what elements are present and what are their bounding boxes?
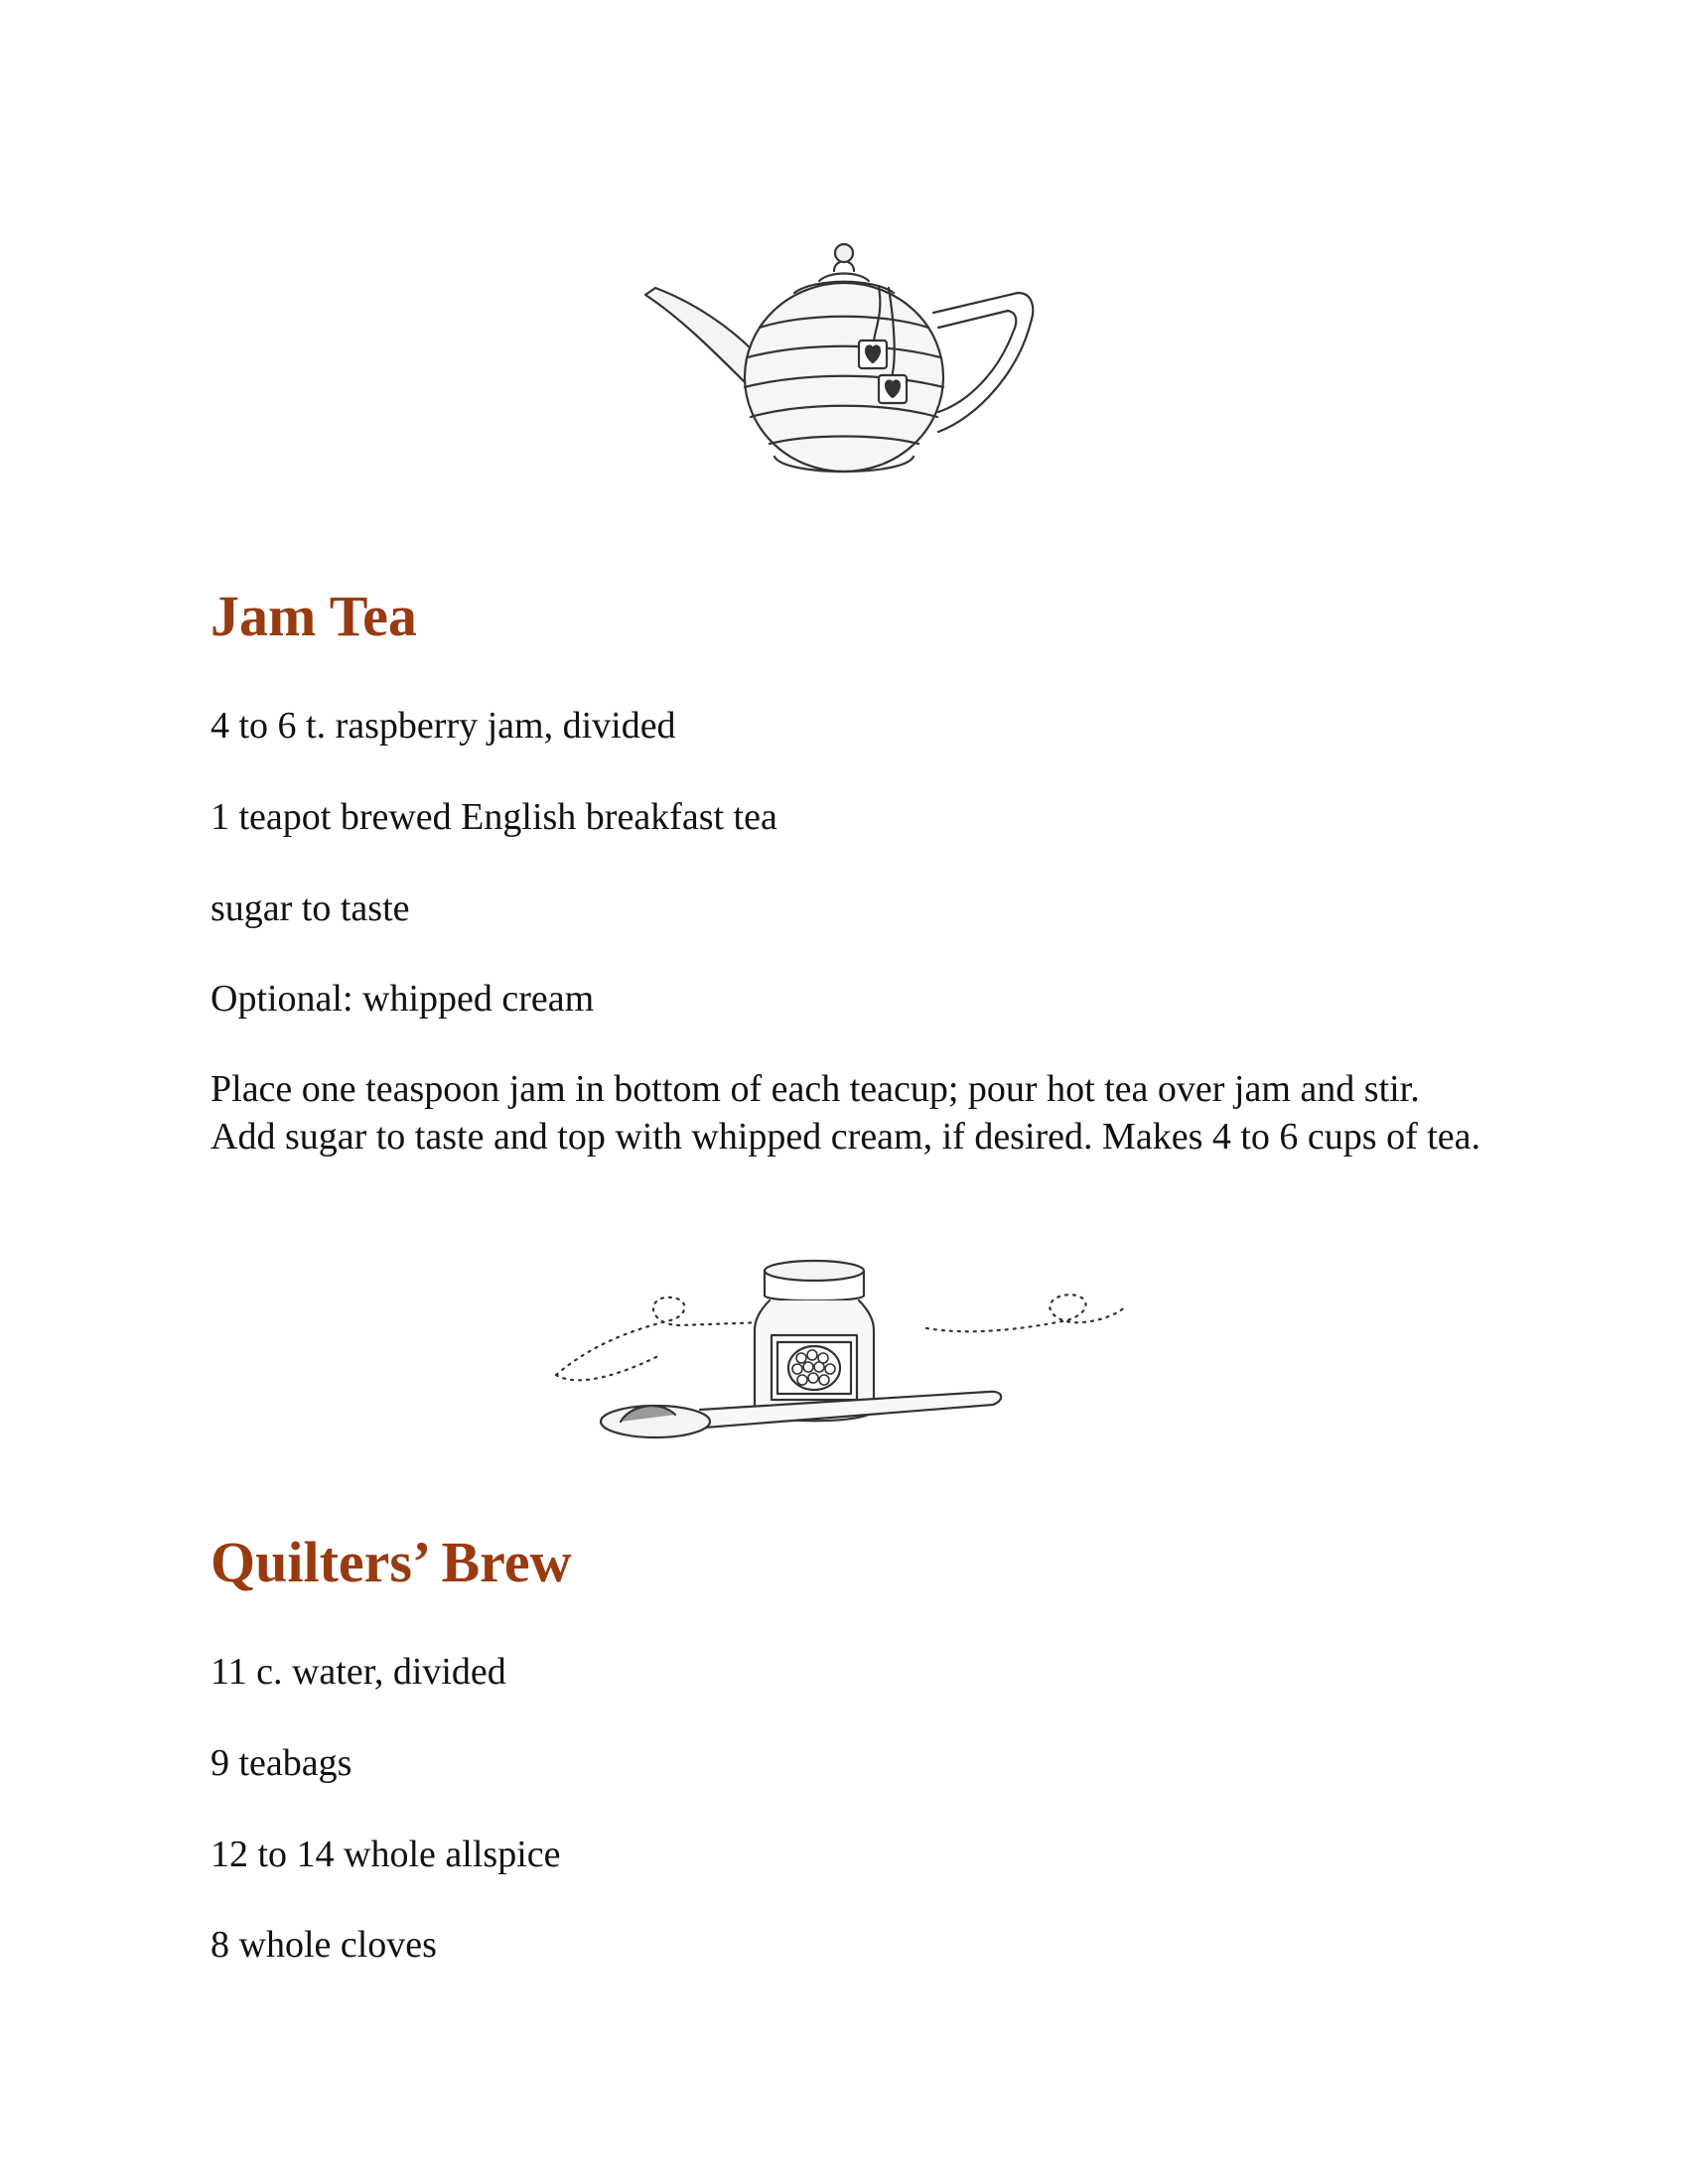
- ingredient-line: 12 to 14 whole allspice: [211, 1834, 561, 1875]
- recipe-title: Quilters’ Brew: [211, 1530, 572, 1594]
- jam-jar-spoon-illustration: [551, 1251, 1147, 1474]
- ingredient-line: Optional: whipped cream: [211, 978, 595, 1020]
- ingredient-line: 9 teabags: [211, 1742, 352, 1784]
- recipe-instructions: Place one teaspoon jam in bottom of each teacup; pour hot tea over jam and stir. Add sugar to taste and top with whipped cream, if desired. Makes 4 to 6 cups of tea.: [211, 1068, 1481, 1158]
- ingredient-line: 11 c. water, divided: [211, 1651, 506, 1693]
- ingredient-line: 8 whole cloves: [211, 1924, 437, 1966]
- teapot-illustration: [635, 233, 1053, 481]
- ingredient-line: 1 teapot brewed English breakfast tea: [211, 796, 777, 838]
- ingredient-line: 4 to 6 t. raspberry jam, divided: [211, 705, 676, 747]
- recipe-title: Jam Tea: [211, 584, 417, 648]
- ingredient-line: sugar to taste: [211, 887, 410, 929]
